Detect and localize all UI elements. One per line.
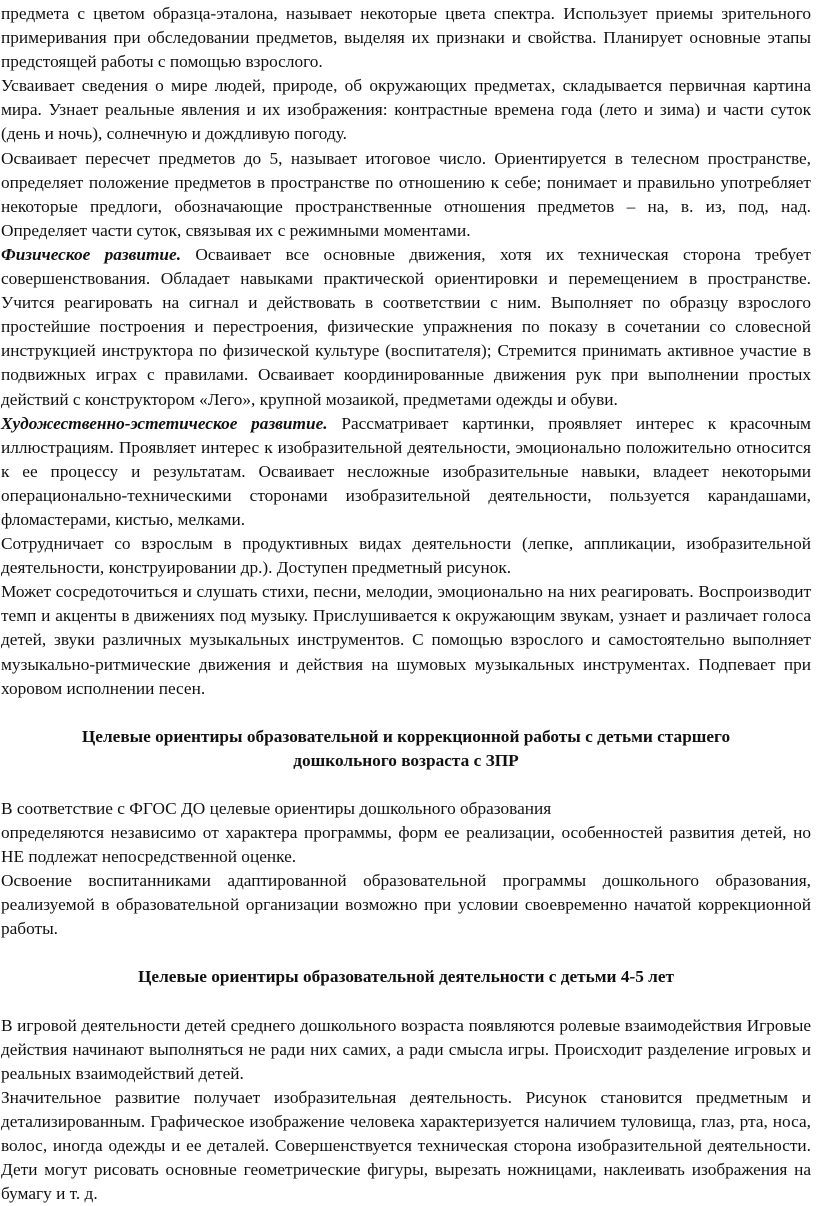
paragraph-world-knowledge: Усваивает сведения о мире людей, природе, об окружающих предметах, складывается первичная картина мира. Узнает реальные явления и их изображения: контрастные времена года (лето и зима) и части суток (день и ночь), солнечную и дождливую погоду.: [1, 76, 811, 144]
paragraph-visual-activity: Значительное развитие получает изобразительная деятельность. Рисунок становится предметным и детализированным. Графическое изображение человека характеризуется наличием туловища, глаз, рта, носа, волос, иногда одежды и ее деталей. Совершенствуется техническая сторона изобразительной деятельности. Дети могут рисовать основные геометрические фигуры, вырезать ножницами, наклеивать изображения на бумагу и т. д.: [1, 1087, 811, 1204]
paragraph-music: Может сосредоточиться и слушать стихи, песни, мелодии, эмоционально на них реагировать. Воспроизводит темп и акценты в движениях под музыку. Прислушивается к окружающим звукам, узнает и различает голоса детей, звуки различных музыкальных инструментов. С помощью взрослого и самостоятельно выполняет музыкально-ритмические движения и действия на шумовых музыкальных инструментах. Подпевает при хоровом исполнении песен.: [1, 582, 811, 698]
spacer: [1, 990, 811, 1014]
paragraph-fgos-definition: определяются независимо от характера программы, форм ее реализации, особенностей развития детей, но НЕ подлежат непосредственной оценке.: [1, 823, 811, 867]
paragraph-cooperation: Сотрудничает со взрослым в продуктивных видах деятельности (лепке, аппликации, изобразительной деятельности, конструировании др.). Доступен предметный рисунок.: [1, 534, 811, 578]
spacer: [1, 701, 811, 725]
spacer: [1, 773, 811, 797]
paragraph-counting: Осваивает пересчет предметов до 5, называет итоговое число. Ориентируется в телесном пространстве, определяет положение предметов в пространстве по отношению к себе; понимает и правильно употребляет некоторые предлоги, обозначающие пространственные отношения предметов – на, в. из, под, над. Определяет части суток, связывая их с режимными моментами.: [1, 148, 811, 240]
paragraph-fgos-intro: В соответствие с ФГОС ДО целевые ориентиры дошкольного образования: [1, 798, 552, 818]
spacer: [1, 941, 811, 965]
physical-development-lead: Физическое развитие.: [1, 244, 182, 264]
section-heading-4-5-years: Целевые ориентиры образовательной деятельности с детьми 4-5 лет: [137, 967, 675, 987]
artistic-development-lead: Художественно-эстетическое развитие.: [1, 413, 328, 433]
section-heading-senior-targets: Целевые ориентиры образовательной и коррекционной работы с детьми старшего дошкольного возраста с ЗПР: [81, 726, 731, 770]
paragraph-color-perception: предмета с цветом образца-эталона, называет некоторые цвета спектра. Использует приемы зрительного примеривания при обследовании предметов, выделяя их признаки и свойства. Планирует основные этапы предстоящей работы с помощью взрослого.: [1, 4, 811, 72]
paragraph-artistic-development: [1, 412, 811, 532]
paragraph-play-activity: В игровой деятельности детей среднего дошкольного возраста появляются ролевые взаимодействия Игровые действия начинают выполняться не ради них самих, а ради смысла игры. Происходит разделение игровых и реальных взаимодействий детей.: [1, 1015, 811, 1083]
physical-development-text: Осваивает все основные движения, хотя их техническая сторона требует совершенствования. Обладает навыками практической ориентировки и перемещением в пространстве. Учится реагировать на сигнал и действовать в соответствии с ним. Выполняет по образцу взрослого простейшие построения и перестроения, физические упражнения по показу в сочетании со словесной инструкцией инструктора по физической культуре (воспитателя); Стремится принимать активное участие в подвижных играх с правилами. Осваивает координированные движения рук при выполнении простых действий с конструктором «Лего», крупной мозаикой, предметами одежды и обуви.: [1, 244, 811, 409]
paragraph-program-mastery: Освоение воспитанниками адаптированной образовательной программы дошкольного образования, реализуемой в образовательной организации возможно при условии своевременно начатой коррекционной работы.: [1, 871, 811, 939]
artistic-development-text: Рассматривает картинки, проявляет интерес к красочным иллюстрациям. Проявляет интерес к изобразительной деятельности, эмоционально положительно относится к ее процессу и результатам. Осваивает несложные изобразительные навыки, владеет некоторыми операционально-техническими сторонами изобразительной деятельности, пользуется карандашами, фломастерами, кистью, мелками.: [1, 413, 811, 529]
paragraph-physical-development: [1, 243, 811, 412]
